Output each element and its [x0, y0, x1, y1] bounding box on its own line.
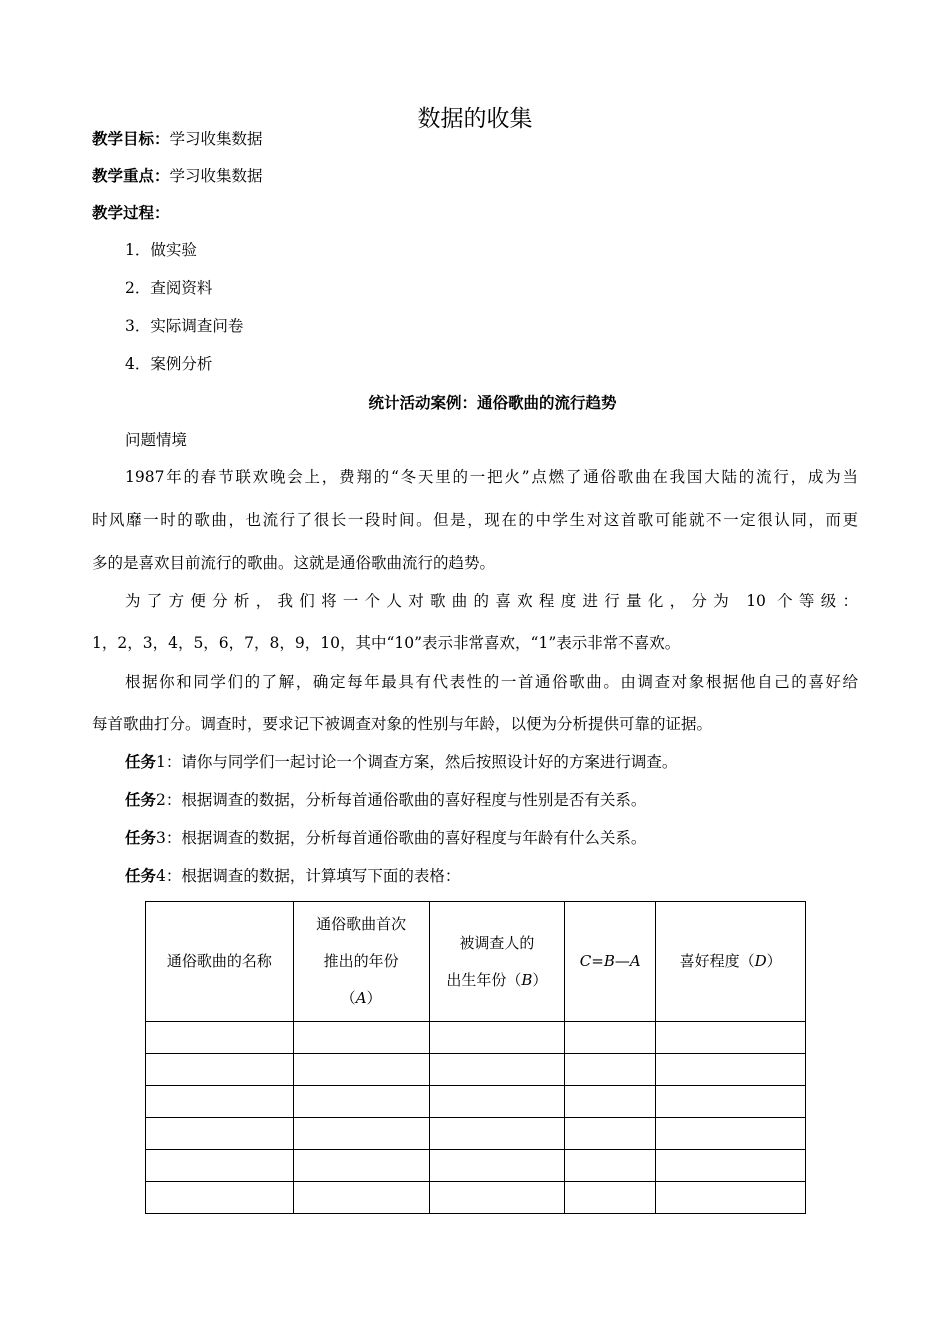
focus-value: 学习收集数据: [169, 167, 263, 185]
task-text: 根据调查的数据，分析每首通俗歌曲的喜好程度与年龄有什么关系。: [181, 829, 647, 847]
table-cell[interactable]: [429, 1118, 565, 1150]
task-label: 任务: [125, 867, 157, 885]
table-cell[interactable]: [429, 1022, 565, 1054]
task-label: 任务: [125, 791, 157, 809]
process-step: 1．做实验: [125, 241, 197, 259]
table-cell[interactable]: [565, 1118, 656, 1150]
header-release-year: 通俗歌曲首次 推出的年份 （A）: [293, 902, 429, 1022]
task-text: 根据调查的数据，分析每首通俗歌曲的喜好程度与性别是否有关系。: [181, 791, 647, 809]
task-number: 3：: [156, 829, 182, 847]
task-1: [125, 752, 677, 772]
table-cell[interactable]: [146, 1150, 294, 1182]
table-row: [146, 1022, 806, 1054]
objective-label: 教学目标：: [92, 130, 170, 148]
table-row: [146, 1118, 806, 1150]
table-header-row: [146, 902, 806, 1022]
task-4: [125, 866, 460, 886]
table-cell[interactable]: [429, 1150, 565, 1182]
table-cell[interactable]: [429, 1182, 565, 1214]
task-3: [125, 828, 646, 848]
section-heading: 问题情境: [125, 431, 188, 449]
paragraph-line: 为了方便分析，我们将一个人对歌曲的喜欢程度进行量化，分为 10 个等级：: [125, 592, 858, 610]
table-row: [146, 1182, 806, 1214]
table-cell[interactable]: [656, 1022, 806, 1054]
paragraph-line: 时风靡一时的歌曲，也流行了很长一段时间。但是，现在的中学生对这首歌可能就不一定很认同，而更: [92, 511, 858, 529]
table-cell[interactable]: [146, 1054, 294, 1086]
table-cell[interactable]: [565, 1086, 656, 1118]
table-cell[interactable]: [293, 1182, 429, 1214]
table-cell[interactable]: [565, 1150, 656, 1182]
table-cell[interactable]: [656, 1054, 806, 1086]
process-step: 2．查阅资料: [125, 279, 213, 297]
table-cell[interactable]: [656, 1150, 806, 1182]
paragraph-line: 1987年的春节联欢晚会上，费翔的“冬天里的一把火”点燃了通俗歌曲在我国大陆的流行，成为当: [125, 468, 858, 486]
header-song-name: 通俗歌曲的名称: [146, 902, 294, 1022]
table-cell[interactable]: [146, 1182, 294, 1214]
process-step: 3．实际调查问卷: [125, 317, 244, 335]
task-2: [125, 790, 646, 810]
table-cell[interactable]: [293, 1054, 429, 1086]
table-row: [146, 1086, 806, 1118]
task-label: 任务: [125, 753, 157, 771]
paragraph-line: 多的是喜欢目前流行的歌曲。这就是通俗歌曲流行的趋势。: [92, 554, 496, 572]
task-label: 任务: [125, 829, 157, 847]
table-cell[interactable]: [565, 1182, 656, 1214]
table-row: [146, 1150, 806, 1182]
paragraph-line: 根据你和同学们的了解，确定每年最具有代表性的一首通俗歌曲。由调查对象根据他自己的喜好给: [125, 673, 858, 691]
header-birth-year: 被调查人的 出生年份（B）: [429, 902, 565, 1022]
task-number: 1：: [156, 753, 182, 771]
task-number: 4：: [156, 867, 182, 885]
focus-line: [92, 166, 263, 186]
table-cell[interactable]: [656, 1118, 806, 1150]
table-cell[interactable]: [565, 1022, 656, 1054]
task-text: 请你与同学们一起讨论一个调查方案，然后按照设计好的方案进行调查。: [181, 753, 678, 771]
table-cell[interactable]: [146, 1022, 294, 1054]
table-cell[interactable]: [656, 1086, 806, 1118]
table-cell[interactable]: [429, 1054, 565, 1086]
objective-line: [92, 129, 263, 149]
table-cell[interactable]: [429, 1086, 565, 1118]
page-title: 数据的收集: [417, 106, 533, 132]
survey-table: [145, 901, 806, 1214]
table-cell[interactable]: [565, 1054, 656, 1086]
table-cell[interactable]: [146, 1118, 294, 1150]
paragraph-line: 每首歌曲打分。调查时，要求记下被调查对象的性别与年龄，以便为分析提供可靠的证据。: [92, 715, 713, 733]
process-label: 教学过程：: [92, 204, 170, 222]
header-preference: 喜好程度（D）: [656, 902, 806, 1022]
task-number: 2：: [156, 791, 182, 809]
case-title: 统计活动案例：通俗歌曲的流行趋势: [368, 394, 617, 412]
table-cell[interactable]: [293, 1150, 429, 1182]
table-row: [146, 1054, 806, 1086]
focus-label: 教学重点：: [92, 167, 170, 185]
paragraph-line: 1，2，3，4，5，6，7，8，9，10，其中“10”表示非常喜欢，“1”表示非常不喜欢。: [92, 634, 681, 652]
table-cell[interactable]: [146, 1086, 294, 1118]
task-text: 根据调查的数据，计算填写下面的表格：: [181, 867, 461, 885]
table-cell[interactable]: [293, 1022, 429, 1054]
table-cell[interactable]: [656, 1182, 806, 1214]
objective-value: 学习收集数据: [169, 130, 263, 148]
table-cell[interactable]: [293, 1086, 429, 1118]
table-cell[interactable]: [293, 1118, 429, 1150]
process-step: 4．案例分析: [125, 355, 213, 373]
header-formula: C=B—A: [565, 902, 656, 1022]
